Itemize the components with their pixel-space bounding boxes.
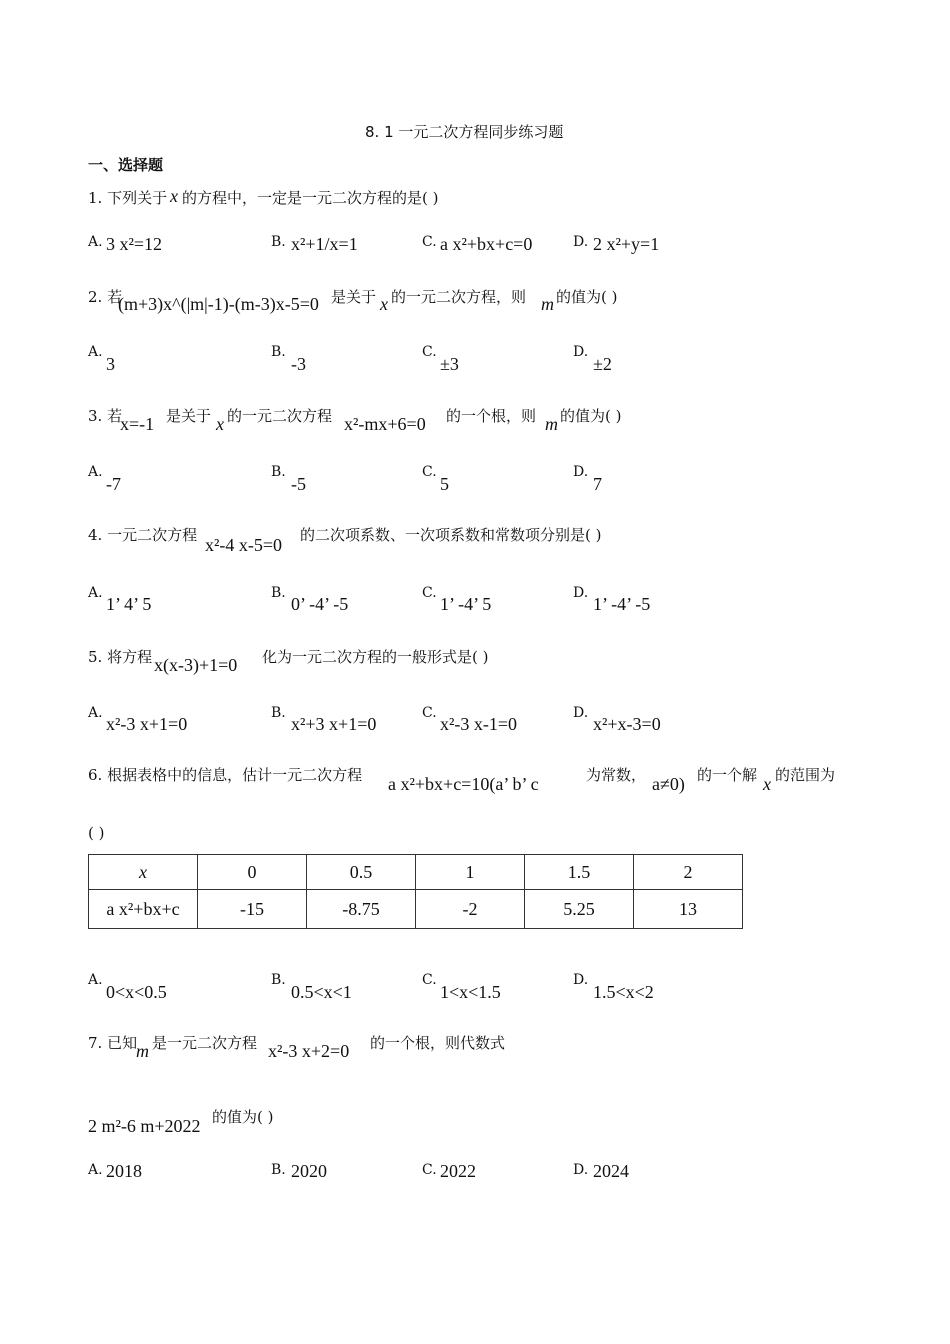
q3-option-d-letter: D. [573, 464, 589, 480]
q6-stem-tail: ( ) [88, 824, 105, 842]
q1-option-d-letter: D. [573, 234, 589, 250]
q7-option-c-expr: 2022 [440, 1161, 476, 1181]
q4-option-a-expr: 1’ 4’ 5 [106, 594, 152, 614]
q4-option-d-letter: D. [573, 585, 589, 601]
table-row [89, 855, 743, 890]
q4-option-a-letter: A. [88, 585, 103, 601]
q3-var-x: x [216, 414, 224, 434]
q3-option-c-letter: C. [422, 464, 437, 480]
q4-option-c-expr: 1’ -4’ 5 [440, 594, 492, 614]
q5-option-d-letter: D. [573, 705, 589, 721]
q2-option-a-letter: A. [88, 344, 103, 360]
q6-stem-a: 6. 根据表格中的信息，估计一元二次方程 [88, 766, 363, 784]
table-cell: 0 [198, 855, 307, 890]
q7-option-a-letter: A. [88, 1162, 103, 1178]
q7-option-d-expr: 2024 [593, 1161, 629, 1181]
q1-stem-b: 的方程中，一定是一元二次方程的是( ) [182, 189, 439, 207]
q4-option-b-expr: 0’ -4’ -5 [291, 594, 349, 614]
q1-option-c-expr: a x²+bx+c=0 [440, 234, 533, 254]
q7-option-a-expr: 2018 [106, 1161, 142, 1181]
q3-stem-e: 的值为( ) [560, 407, 622, 425]
q3-stem-a: 3. 若 [88, 407, 123, 425]
q5-equation: x(x-3)+1=0 [154, 655, 238, 675]
q7-option-b-expr: 2020 [291, 1161, 327, 1181]
q6-option-a-expr: 0<x<0.5 [106, 982, 167, 1002]
q6-option-b-letter: B. [271, 972, 286, 988]
q2-stem-b: 是关于 [331, 288, 377, 306]
q4-option-b-letter: B. [271, 585, 286, 601]
q6-equation: a x²+bx+c=10(a’ b’ c [388, 774, 539, 794]
q5-option-a-letter: A. [88, 705, 103, 721]
q6-option-c-letter: C. [422, 972, 437, 988]
q5-option-a-expr: x²-3 x+1=0 [106, 714, 188, 734]
section-heading: 一、选择题 [88, 156, 164, 174]
q7-option-c-letter: C. [422, 1162, 437, 1178]
q3-stem-c: 的一元二次方程 [227, 407, 333, 425]
q1-option-a-expr: 3 x²=12 [106, 234, 163, 254]
q2-stem-d: 的值为( ) [556, 288, 618, 306]
q6-var-x: x [763, 774, 771, 794]
q1-option-b-expr: x²+1/x=1 [291, 234, 358, 254]
table-cell: 5.25 [525, 890, 634, 929]
table-cell: a x²+bx+c [89, 890, 198, 929]
q5-option-b-expr: x²+3 x+1=0 [291, 714, 377, 734]
q6-option-b-expr: 0.5<x<1 [291, 982, 352, 1002]
q5-option-c-letter: C. [422, 705, 437, 721]
q7-expression: 2 m²-6 m+2022 [88, 1116, 201, 1136]
q5-option-d-expr: x²+x-3=0 [593, 714, 661, 734]
q4-option-d-expr: 1’ -4’ -5 [593, 594, 651, 614]
q1-option-b-letter: B. [271, 234, 286, 250]
q6-stem-d: 的范围为 [775, 766, 836, 784]
q7-stem-b: 是一元二次方程 [152, 1034, 258, 1052]
q6-option-d-letter: D. [573, 972, 589, 988]
q2-var-x: x [380, 294, 388, 314]
q7-option-b-letter: B. [271, 1162, 286, 1178]
q3-root-expr: x=-1 [120, 414, 155, 434]
table-cell: 1 [416, 855, 525, 890]
q6-stem-c: 的一个解 [697, 766, 758, 784]
table-row [89, 890, 743, 929]
table-cell: 1.5 [525, 855, 634, 890]
table-cell: -15 [198, 890, 307, 929]
table-cell: 0.5 [307, 855, 416, 890]
q1-stem-a: 1. 下列关于 [88, 189, 168, 207]
q1-option-a-letter: A. [88, 234, 103, 250]
q6-condition: a≠0) [652, 774, 685, 794]
q7-stem-d: 的值为( ) [212, 1108, 274, 1126]
q3-stem-b: 是关于 [166, 407, 212, 425]
q3-option-a-letter: A. [88, 464, 103, 480]
q3-option-b-expr: -5 [291, 474, 306, 494]
q7-equation: x²-3 x+2=0 [268, 1041, 350, 1061]
table-cell: 2 [634, 855, 743, 890]
q2-var-m: m [541, 294, 554, 314]
q6-option-c-expr: 1<x<1.5 [440, 982, 501, 1002]
q2-option-d-letter: D. [573, 344, 589, 360]
q4-option-c-letter: C. [422, 585, 437, 601]
q2-stem-a: 2. 若 [88, 288, 123, 306]
q3-equation: x²-mx+6=0 [344, 414, 426, 434]
q2-option-b-expr: -3 [291, 354, 306, 374]
q4-stem-b: 的二次项系数、一次项系数和常数项分别是( ) [300, 526, 602, 544]
q5-stem-a: 5. 将方程 [88, 648, 153, 666]
table-cell: 13 [634, 890, 743, 929]
q5-stem-b: 化为一元二次方程的一般形式是( ) [262, 648, 489, 666]
table-cell: -2 [416, 890, 525, 929]
q1-option-d-expr: 2 x²+y=1 [593, 234, 660, 254]
q4-equation: x²-4 x-5=0 [205, 535, 283, 555]
q3-option-c-expr: 5 [440, 474, 449, 494]
q3-option-a-expr: -7 [106, 474, 121, 494]
q5-option-c-expr: x²-3 x-1=0 [440, 714, 518, 734]
q3-var-m: m [545, 414, 558, 434]
q6-stem-b: 为常数， [586, 766, 647, 784]
q7-option-d-letter: D. [573, 1162, 589, 1178]
q4-stem-a: 4. 一元二次方程 [88, 526, 198, 544]
q5-option-b-letter: B. [271, 705, 286, 721]
q1-var-x: x [170, 186, 178, 206]
q2-option-c-expr: ±3 [440, 354, 459, 374]
q3-option-b-letter: B. [271, 464, 286, 480]
q2-equation: (m+3)x^(|m|-1)-(m-3)x-5=0 [118, 294, 319, 314]
q7-stem-c: 的一个根，则代数式 [370, 1034, 506, 1052]
table-cell: x [89, 855, 198, 890]
q7-var-m: m [136, 1041, 149, 1061]
q6-option-d-expr: 1.5<x<2 [593, 982, 654, 1002]
table-cell: -8.75 [307, 890, 416, 929]
q2-stem-c: 的一元二次方程，则 [391, 288, 527, 306]
page-title: 8. 1 一元二次方程同步练习题 [365, 123, 564, 141]
q2-option-c-letter: C. [422, 344, 437, 360]
q2-option-d-expr: ±2 [593, 354, 612, 374]
q2-option-a-expr: 3 [106, 354, 115, 374]
q7-stem-a: 7. 已知 [88, 1034, 138, 1052]
q6-value-table [88, 854, 743, 929]
q3-stem-d: 的一个根，则 [446, 407, 537, 425]
q3-option-d-expr: 7 [593, 474, 602, 494]
q1-option-c-letter: C. [422, 234, 437, 250]
q2-option-b-letter: B. [271, 344, 286, 360]
q6-option-a-letter: A. [88, 972, 103, 988]
